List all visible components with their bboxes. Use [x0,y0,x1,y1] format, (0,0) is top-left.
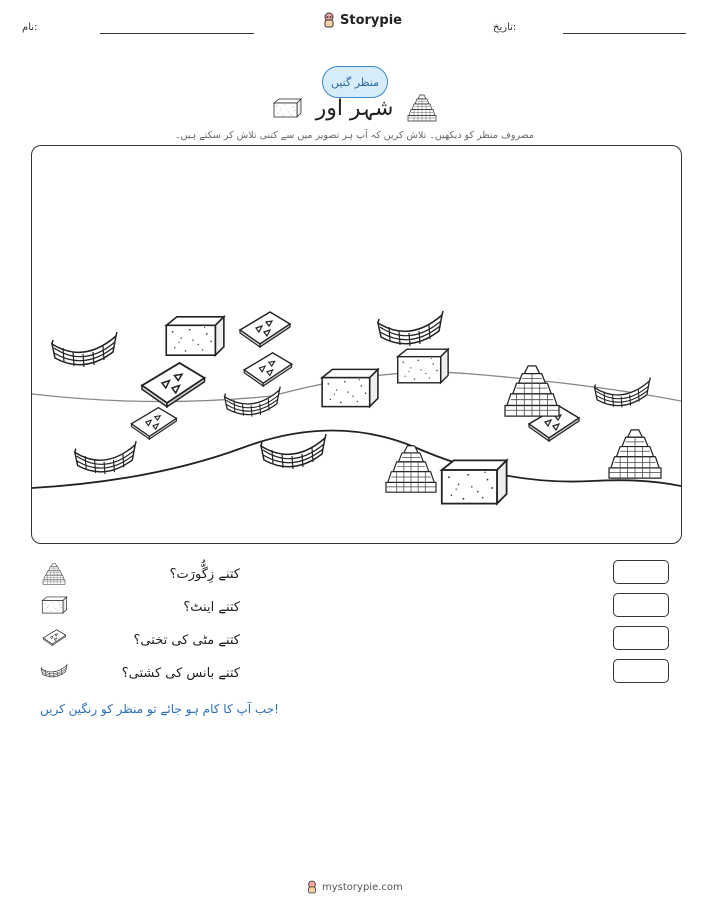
name-label: نام: [22,22,38,33]
brick-3 [398,349,448,383]
brick-icon [40,596,68,614]
ziggurat-icon [41,563,67,585]
storypie-mascot-icon [322,12,336,28]
question-row-boat [40,662,240,684]
scene-count-badge: منظر گنیں [322,66,388,98]
bamboo-boat-5 [75,441,136,474]
footer-site [306,880,403,894]
clay-tablet-1 [240,312,290,347]
bamboo-boat-3 [225,387,281,417]
seek-and-find-scene [31,145,682,544]
date-label: تاریخ: [493,22,517,33]
name-field-line[interactable] [100,33,254,34]
clay-tablet-4 [131,408,176,440]
answer-box-brick[interactable] [613,593,669,617]
brick-4 [442,460,507,503]
instructions: مصروف منظر کو دیکھیں۔ تلاش کریں کہ آپ ہر تصویر میں سے کتنی تلاش کر سکتے ہیں۔ [174,130,535,141]
brick-2 [322,369,378,406]
storypie-mascot-icon [306,880,318,894]
ziggurat-icon [407,94,437,122]
bamboo-boat-icon [40,662,68,680]
title-row [0,92,709,124]
question-boat-text: کتنے بانس کی کشتی؟ [121,665,240,681]
answer-box-ziggurat[interactable] [613,560,669,584]
question-row-brick [40,596,240,618]
answer-box-boat[interactable] [613,659,669,683]
page-title: شہر اور [315,95,394,121]
question-brick-text: کتنے اینٹ؟ [183,599,240,615]
footer-site-url[interactable]: mystorypie.com [322,881,403,893]
storypie-logo [322,12,402,28]
brand-name: Storypie [340,12,402,28]
question-ziggurat-text: کتنے زِگُّورَت؟ [169,566,240,582]
brick-icon [272,97,302,119]
brick-1 [166,317,224,355]
coloring-instruction: جب آپ کا کام ہو جائے تو منظر کو رنگین کریں! [40,702,279,716]
bamboo-boat-1 [52,332,117,367]
question-tablet-text: کتنے مٹی کی تختی؟ [133,632,240,648]
answer-box-tablet[interactable] [613,626,669,650]
clay-tablet-2 [142,363,205,407]
scene-illustration [32,146,681,543]
clay-tablet-icon [40,628,68,646]
bamboo-boat-2 [378,311,443,346]
clay-tablet-3 [244,353,292,386]
question-row-ziggurat [40,563,240,585]
question-row-tablet [40,629,240,651]
date-field-line[interactable] [563,33,686,34]
bamboo-boat-4 [595,378,651,408]
ziggurat-2 [609,430,661,478]
ziggurat-1 [505,366,559,416]
